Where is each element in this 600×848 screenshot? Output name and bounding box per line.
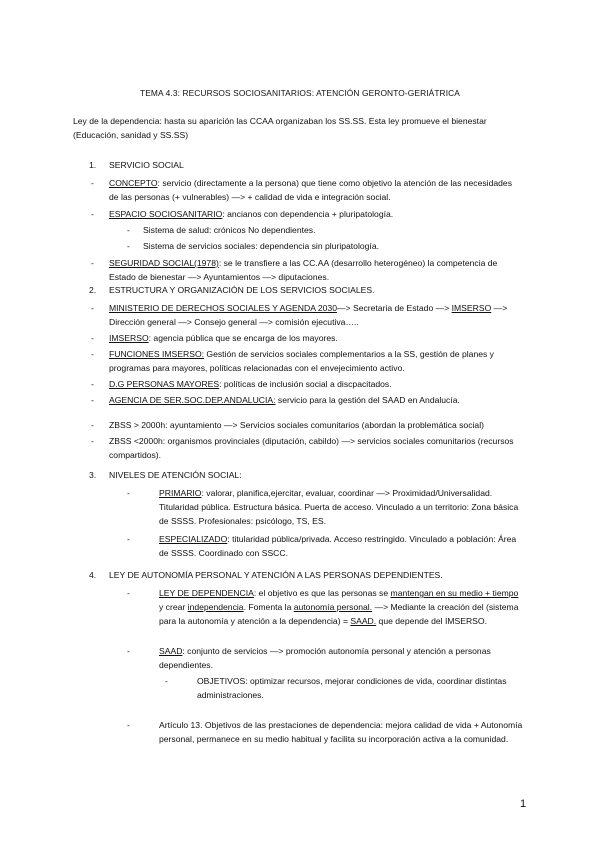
term: SAAD bbox=[159, 646, 183, 656]
section-number: 1. bbox=[89, 160, 97, 170]
list-item: - LEY DE DEPENDENCIA: el objetivo es que las personas se mantengan en su medio + tiempo y crear independencia. Fomenta la autonomía personal. —> Mediante la creación del (sistema para la autonomía y atención a la dependencia) = SAAD. que depende del IMSERSO. bbox=[127, 588, 519, 626]
section-2 bbox=[73, 283, 523, 466]
list-item: - PRIMARIO: valorar, planifica,ejercitar, evaluar, coordinar —> Proximidad/Universalidad. Titularidad pública. Estructura básica. Puerta de acceso. Vinculado a un territorio: Zona básica de SSSS. Profesionales: psicólogo, TS, ES. bbox=[127, 488, 519, 526]
term: SEGURIDAD SOCIAL(1978) bbox=[109, 258, 219, 268]
item-text: —> Mediante la creación del (sistema para la autonomía y atención a la dependencia) = bbox=[159, 602, 519, 626]
subitem-text: OBJETIVOS: optimizar recursos, mejorar condiciones de vida, coordinar distintas administraciones. bbox=[197, 676, 507, 700]
list-item: - ESPECIALIZADO: titularidad pública/privada. Acceso restringido. Vinculado a población: Área de SSSS. Coordinado con SSCC. bbox=[127, 534, 517, 558]
emphasis: autonomía personal. bbox=[293, 602, 373, 612]
list-item: - D.G PERSONAS MAYORES: políticas de inclusión social a discpacitados. bbox=[91, 379, 392, 389]
item-text: : servicio (directamente a la persona) que tiene como objetivo la atención de las necesidades de las personas (+ vulnerables) —> + calidad de vida e integración social. bbox=[109, 178, 513, 202]
item-text: : políticas de inclusión social a discpacitados. bbox=[219, 379, 392, 389]
item-text: —> Dirección general —> Consejo general —> comisión ejecutiva….. bbox=[109, 303, 508, 327]
section-4 bbox=[73, 568, 523, 750]
term: PRIMARIO bbox=[159, 488, 202, 498]
term: LEY DE DEPENDENCIA bbox=[159, 588, 254, 598]
item-text: : conjunto de servicios —> promoción autonomía personal y atención a personas dependientes. bbox=[159, 646, 491, 670]
term: IMSERSO bbox=[451, 303, 492, 313]
item-text: Artículo 13. Objetivos de las prestaciones de dependencia: mejora calidad de vida + Autonomía personal, permanece en su medio habitual y facilita su incorporación activa a la comunidad. bbox=[159, 720, 523, 744]
item-text: : titularidad pública/privada. Acceso restringido. Vinculado a población: Área de SSSS. Coordinado con SSCC. bbox=[159, 534, 517, 558]
item-text: : se le transfiere a las CC.AA (desarrollo heterogéneo) la competencia de Estado de bienestar —> Ayuntamientos —> diputaciones. bbox=[109, 258, 498, 282]
section-number: 2. bbox=[89, 285, 97, 295]
item-text: —> Secretaria de Estado —> bbox=[336, 303, 452, 313]
list-item: - CONCEPTO: servicio (directamente a la persona) que tiene como objetivo la atención de las necesidades de las personas (+ vulnerables) —> + calidad de vida e integración social. bbox=[91, 178, 513, 202]
list-item: - IMSERSO: agencia pública que se encarga de los mayores. bbox=[91, 333, 338, 343]
subitem-text: Sistema de servicios sociales: dependencia sin pluripatología. bbox=[143, 241, 379, 251]
term: ESPECIALIZADO bbox=[159, 534, 228, 544]
term: FUNCIONES IMSERSO: bbox=[109, 349, 205, 359]
section-3-heading bbox=[73, 468, 523, 482]
subitem-text: Sistema de salud: crónicos No dependientes. bbox=[143, 225, 316, 235]
term: IMSERSO bbox=[109, 333, 149, 343]
item-text: : ancianos con dependencia + pluripatología. bbox=[222, 209, 394, 219]
item-text: Gestión de servicios sociales complementarios a la SS, gestión de planes y programas para mayores, políticas relacionadas con el envejecimiento activo. bbox=[109, 349, 494, 373]
list-item: - Artículo 13. Objetivos de las prestaciones de dependencia: mejora calidad de vida + Autonomía personal, permanece en su medio habitual y facilita su incorporación activa a la comunidad. bbox=[127, 720, 523, 744]
item-text: : agencia pública que se encarga de los mayores. bbox=[148, 333, 338, 343]
emphasis: SAAD. bbox=[350, 616, 377, 626]
item-text: y crear bbox=[159, 602, 188, 612]
section-3 bbox=[73, 468, 523, 564]
item-text: : el objetivo es que las personas se bbox=[253, 588, 391, 598]
list-item: - FUNCIONES IMSERSO: Gestión de servicios sociales complementarios a la SS, gestión de planes y programas para mayores, políticas relacionadas con el envejecimiento activo. bbox=[91, 349, 494, 373]
list-item: - SAAD: conjunto de servicios —> promoción autonomía personal y atención a personas dependientes. bbox=[127, 646, 491, 670]
emphasis: independencia bbox=[187, 602, 244, 612]
list-item: - ESPACIO SOCIOSANITARIO: ancianos con dependencia + pluripatología. bbox=[91, 209, 394, 219]
item-text: ZBSS > 2000h: ayuntamiento —> Servicios sociales comunitarios (abordan la problemática social) bbox=[109, 420, 484, 430]
section-number: 3. bbox=[89, 470, 97, 480]
item-text: ZBSS <2000h: organismos provinciales (diputación, cabildo) —> servicios sociales comunitarios (recursos compartidos). bbox=[109, 436, 514, 460]
item-text: . Fomenta la bbox=[243, 602, 294, 612]
section-1-heading bbox=[73, 158, 523, 172]
section-number: 4. bbox=[89, 570, 97, 580]
list-subitem: - Sistema de servicios sociales: dependencia sin pluripatología. bbox=[127, 241, 379, 251]
section-title: NIVELES DE ATENCIÓN SOCIAL: bbox=[109, 470, 242, 480]
list-item: - ZBSS > 2000h: ayuntamiento —> Servicios sociales comunitarios (abordan la problemática social) bbox=[91, 420, 484, 430]
item-text: que depende del IMSERSO. bbox=[376, 616, 487, 626]
list-item: - AGENCIA DE SER.SOC.DEP.ANDALUCIA: servicio para la gestión del SAAD en Andalucía. bbox=[91, 395, 460, 405]
item-text: servicio para la gestión del SAAD en Andalucía. bbox=[275, 395, 460, 405]
item-text: : valorar, planifica,ejercitar, evaluar, coordinar —> Proximidad/Universalidad. Titularidad pública. Estructura básica. Puerta de acceso. Vinculado a un territorio: Zona básica de SSSS. Profesionales: psicólogo, TS, ES. bbox=[159, 488, 519, 526]
list-subitem: - Sistema de salud: crónicos No dependientes. bbox=[127, 225, 316, 235]
section-title: LEY DE AUTONOMÍA PERSONAL Y ATENCIÓN A LAS PERSONAS DEPENDIENTES. bbox=[109, 570, 443, 580]
term: MINISTERIO DE DERECHOS SOCIALES Y AGENDA 2030 bbox=[109, 303, 337, 313]
section-4-heading bbox=[73, 568, 523, 582]
emphasis: mantengan en su medio + tiempo bbox=[390, 588, 519, 598]
term: D.G PERSONAS MAYORES bbox=[109, 379, 220, 389]
section-1 bbox=[73, 158, 523, 288]
term: ESPACIO SOCIOSANITARIO bbox=[109, 209, 223, 219]
list-item: - SEGURIDAD SOCIAL(1978): se le transfiere a las CC.AA (desarrollo heterogéneo) la competencia de Estado de bienestar —> Ayuntamientos —> diputaciones. bbox=[91, 258, 498, 282]
list-subitem: - OBJETIVOS: optimizar recursos, mejorar condiciones de vida, coordinar distintas administraciones. bbox=[165, 676, 507, 700]
page-number: 1 bbox=[520, 798, 527, 810]
term: CONCEPTO bbox=[109, 178, 158, 188]
list-item: - ZBSS <2000h: organismos provinciales (diputación, cabildo) —> servicios sociales comunitarios (recursos compartidos). bbox=[91, 436, 514, 460]
section-2-heading bbox=[73, 283, 523, 297]
list-item: - MINISTERIO DE DERECHOS SOCIALES Y AGENDA 2030—> Secretaria de Estado —> IMSERSO —> Dirección general —> Consejo general —> comisión ejecutiva….. bbox=[91, 303, 508, 327]
term: AGENCIA DE SER.SOC.DEP.ANDALUCIA: bbox=[109, 395, 276, 405]
intro-paragraph: Ley de la dependencia: hasta su aparición las CCAA organizaban los SS.SS. Esta ley promueve el bienestar (Educación, sanidad y SS.SS) bbox=[73, 116, 487, 140]
section-title: ESTRUCTURA Y ORGANIZACIÓN DE LOS SERVICIOS SOCIALES. bbox=[109, 285, 375, 295]
section-title: SERVICIO SOCIAL bbox=[109, 160, 184, 170]
document-title: TEMA 4.3: RECURSOS SOCIOSANITARIOS: ATENCIÓN GERONTO-GERIÁTRICA bbox=[140, 88, 460, 98]
